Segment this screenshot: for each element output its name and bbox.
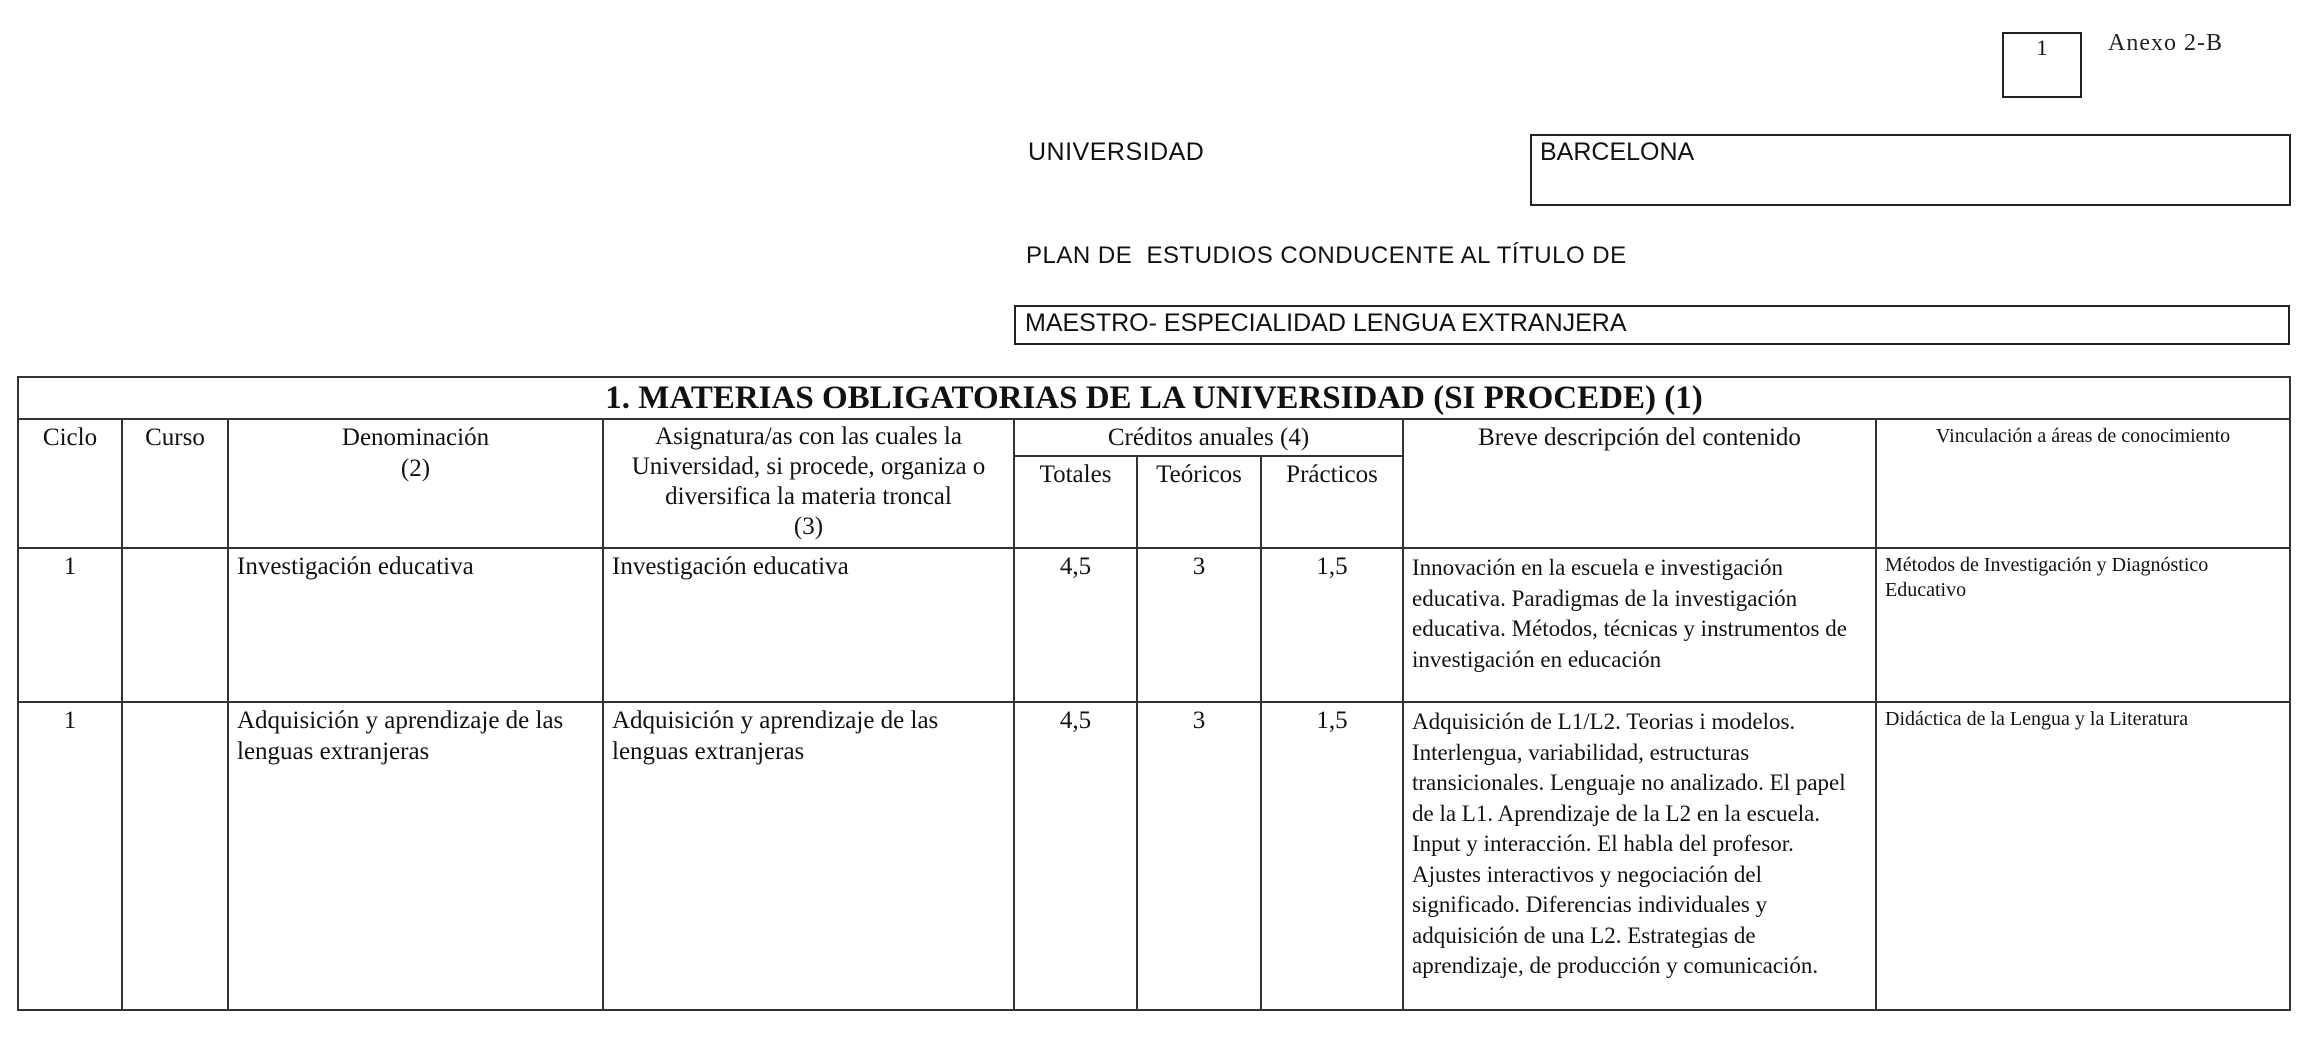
- degree-title: MAESTRO- ESPECIALIDAD LENGUA EXTRANJERA: [1025, 309, 1627, 337]
- cell-totales: 4,5: [1014, 548, 1137, 702]
- cell-curso: [122, 702, 228, 1010]
- cell-practicos: 1,5: [1261, 702, 1403, 1010]
- header-teoricos: Teóricos: [1137, 456, 1261, 548]
- table-row: [18, 702, 2290, 1010]
- header-creditos: Créditos anuales (4): [1014, 419, 1403, 456]
- header-totales: Totales: [1014, 456, 1137, 548]
- cell-practicos: 1,5: [1261, 548, 1403, 702]
- section-title: 1. MATERIAS OBLIGATORIAS DE LA UNIVERSIDAD (SI PROCEDE) (1): [18, 377, 2290, 419]
- cell-descripcion: Innovación en la escuela e investigación educativa. Paradigmas de la investigación educativa. Métodos, técnicas y instrumentos de investigación en educación: [1403, 548, 1876, 702]
- cell-teoricos: 3: [1137, 548, 1261, 702]
- page-number-box: [2002, 32, 2082, 98]
- cell-asignatura: Investigación educativa: [603, 548, 1014, 702]
- plan-label: PLAN DE ESTUDIOS CONDUCENTE AL TÍTULO DE: [1026, 242, 1627, 269]
- header-denominacion: [228, 419, 603, 548]
- cell-asignatura: Adquisición y aprendizaje de las lenguas extranjeras: [603, 702, 1014, 1010]
- page-number: 1: [2036, 35, 2048, 60]
- cell-ciclo: 1: [18, 548, 122, 702]
- cell-descripcion: Adquisición de L1/L2. Teorias i modelos. Interlengua, variabilidad, estructuras transicionales. Lenguaje no analizado. El papel de la L1. Aprendizaje de la L2 en la escuela. Input y interacción. El habla del profesor. Ajustes interactivos y negociación del significado. Diferencias individuales y adquisición de una L2. Estrategias de aprendizaje, de producción y comunicación.: [1403, 702, 1876, 1010]
- cell-teoricos: 3: [1137, 702, 1261, 1010]
- header-curso: Curso: [122, 419, 228, 548]
- header-asignaturas-note: (3): [793, 513, 824, 540]
- table-row: [18, 548, 2290, 702]
- subjects-table: [17, 376, 2291, 1011]
- section-title-row: [18, 377, 2290, 419]
- university-label: UNIVERSIDAD: [1028, 138, 1205, 166]
- cell-ciclo: 1: [18, 702, 122, 1010]
- cell-totales: 4,5: [1014, 702, 1137, 1010]
- university-value: BARCELONA: [1540, 138, 1695, 166]
- cell-area: Métodos de Investigación y Diagnóstico Educativo: [1876, 548, 2290, 702]
- header-denominacion-note: (2): [400, 455, 431, 482]
- cell-denominacion: Investigación educativa: [228, 548, 603, 702]
- cell-curso: [122, 548, 228, 702]
- cell-area: Didáctica de la Lengua y la Literatura: [1876, 702, 2290, 1010]
- header-descripcion: Breve descripción del contenido: [1403, 419, 1876, 548]
- header-denominacion-label: Denominación: [341, 424, 490, 451]
- header-asignaturas-label: Asignatura/as con las cuales la Universidad, si procede, organiza o diversifica la materia troncal: [631, 423, 986, 510]
- annex-label: Anexo 2-B: [2108, 30, 2223, 56]
- degree-title-field: [1014, 305, 2290, 345]
- header-asignaturas: [603, 419, 1014, 548]
- university-field: [1530, 134, 2291, 206]
- cell-denominacion: Adquisición y aprendizaje de las lenguas extranjeras: [228, 702, 603, 1010]
- header-row-1: [18, 419, 2290, 456]
- header-practicos: Prácticos: [1261, 456, 1403, 548]
- header-vinculacion: Vinculación a áreas de conocimiento: [1876, 419, 2290, 548]
- header-ciclo: Ciclo: [18, 419, 122, 548]
